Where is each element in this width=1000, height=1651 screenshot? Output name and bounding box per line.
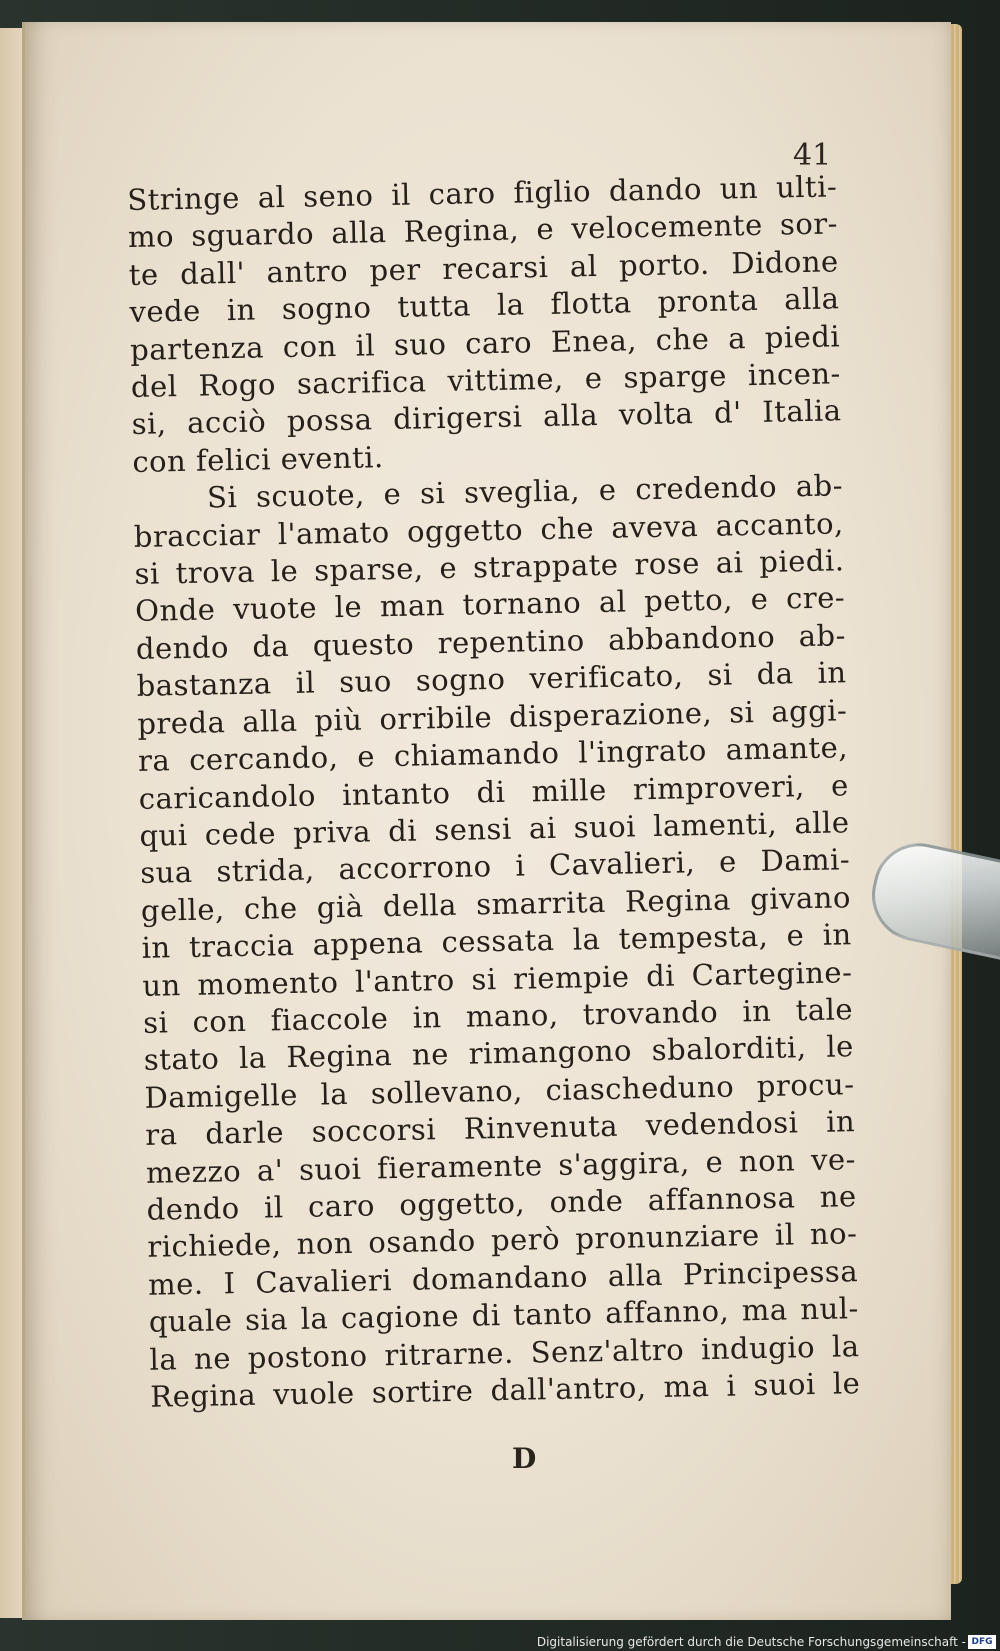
- text-line: preda alla più orribile disperazione, si aggi-: [137, 692, 848, 741]
- text-line: stato la Regina ne rimangono sbalorditi, le: [143, 1029, 855, 1078]
- text-line: bracciar l'amato oggetto che aveva accanto,: [133, 505, 845, 554]
- text-line: Regina vuole sortire dall'antro, ma i suoi le: [149, 1366, 861, 1414]
- text-line: te dall' antro per recarsi al porto. Didone: [128, 244, 839, 292]
- text-line: me. I Cavalieri domandano alla Principessa: [147, 1253, 859, 1302]
- text-line: richiede, non osando però pronunziare il no-: [147, 1216, 858, 1265]
- text-line: del Rogo sacrifica vittime, e sparge incen-: [130, 356, 842, 404]
- digitization-credit: Digitalisierung gefördert durch die Deutsche Forschungsgemeinschaft -: [536, 1635, 966, 1649]
- text-line: con felici eventi.: [132, 439, 384, 479]
- text-line: mo sguardo alla Regina, e velocemente sor-: [127, 206, 839, 255]
- page-number: 41: [793, 138, 832, 173]
- text-line: si trova le sparse, e strappate rose ai piedi.: [134, 543, 845, 591]
- text-line: ra cercando, e chiamando l'ingrato amante,: [137, 730, 849, 778]
- text-line: in traccia appena cessata la tempesta, e in: [141, 917, 852, 965]
- text-line: Onde vuote le man tornano al petto, e cre-: [134, 580, 846, 629]
- text-line: si, acciò possa dirigersi alla volta d' Italia: [131, 393, 842, 442]
- dfg-logo: DFG: [968, 1635, 996, 1649]
- text-line: caricandolo intanto di mille rimproveri, e: [138, 767, 850, 816]
- text-line: sua strida, accorrono i Cavalieri, e Dami-: [139, 842, 851, 891]
- text-line: bastanza il suo sogno verificato, si da in: [136, 655, 847, 704]
- text-line: un momento l'antro si riempie di Cartegine-: [142, 954, 853, 1003]
- text-line: partenza con il suo caro Enea, che a piedi: [129, 318, 841, 367]
- signature-mark: D: [512, 1442, 537, 1475]
- text-line: dendo da questo repentino abbandono ab-: [135, 618, 847, 666]
- text-line: qui cede priva di sensi ai suoi lamenti, alle: [139, 805, 850, 853]
- text-line: quale sia la cagione di tanto affanno, ma nul-: [148, 1291, 860, 1339]
- text-line: Stringe al seno il caro figlio dando un ulti-: [127, 169, 838, 217]
- book-page: [22, 22, 951, 1620]
- text-line: vede in sogno tutta la flotta pronta alla: [129, 281, 840, 330]
- text-line: si con fiaccole in mano, trovando in tale: [142, 992, 854, 1040]
- paragraph-start: Si scuote, e si sveglia, e credendo ab-: [206, 468, 844, 515]
- text-line: dendo il caro oggetto, onde affannosa ne: [146, 1179, 857, 1227]
- text-line: ra darle soccorsi Rinvenuta vedendosi in: [144, 1104, 856, 1152]
- text-line: gelle, che già della smarrita Regina givano: [140, 879, 852, 928]
- text-line: la ne postono ritrarne. Senz'altro indugio la: [149, 1328, 860, 1377]
- text-line: mezzo a' suoi fieramente s'aggira, e non ve-: [145, 1141, 857, 1190]
- text-line: Damigelle la sollevano, ciascheduno procu-: [144, 1066, 855, 1115]
- body-text: [127, 168, 861, 1416]
